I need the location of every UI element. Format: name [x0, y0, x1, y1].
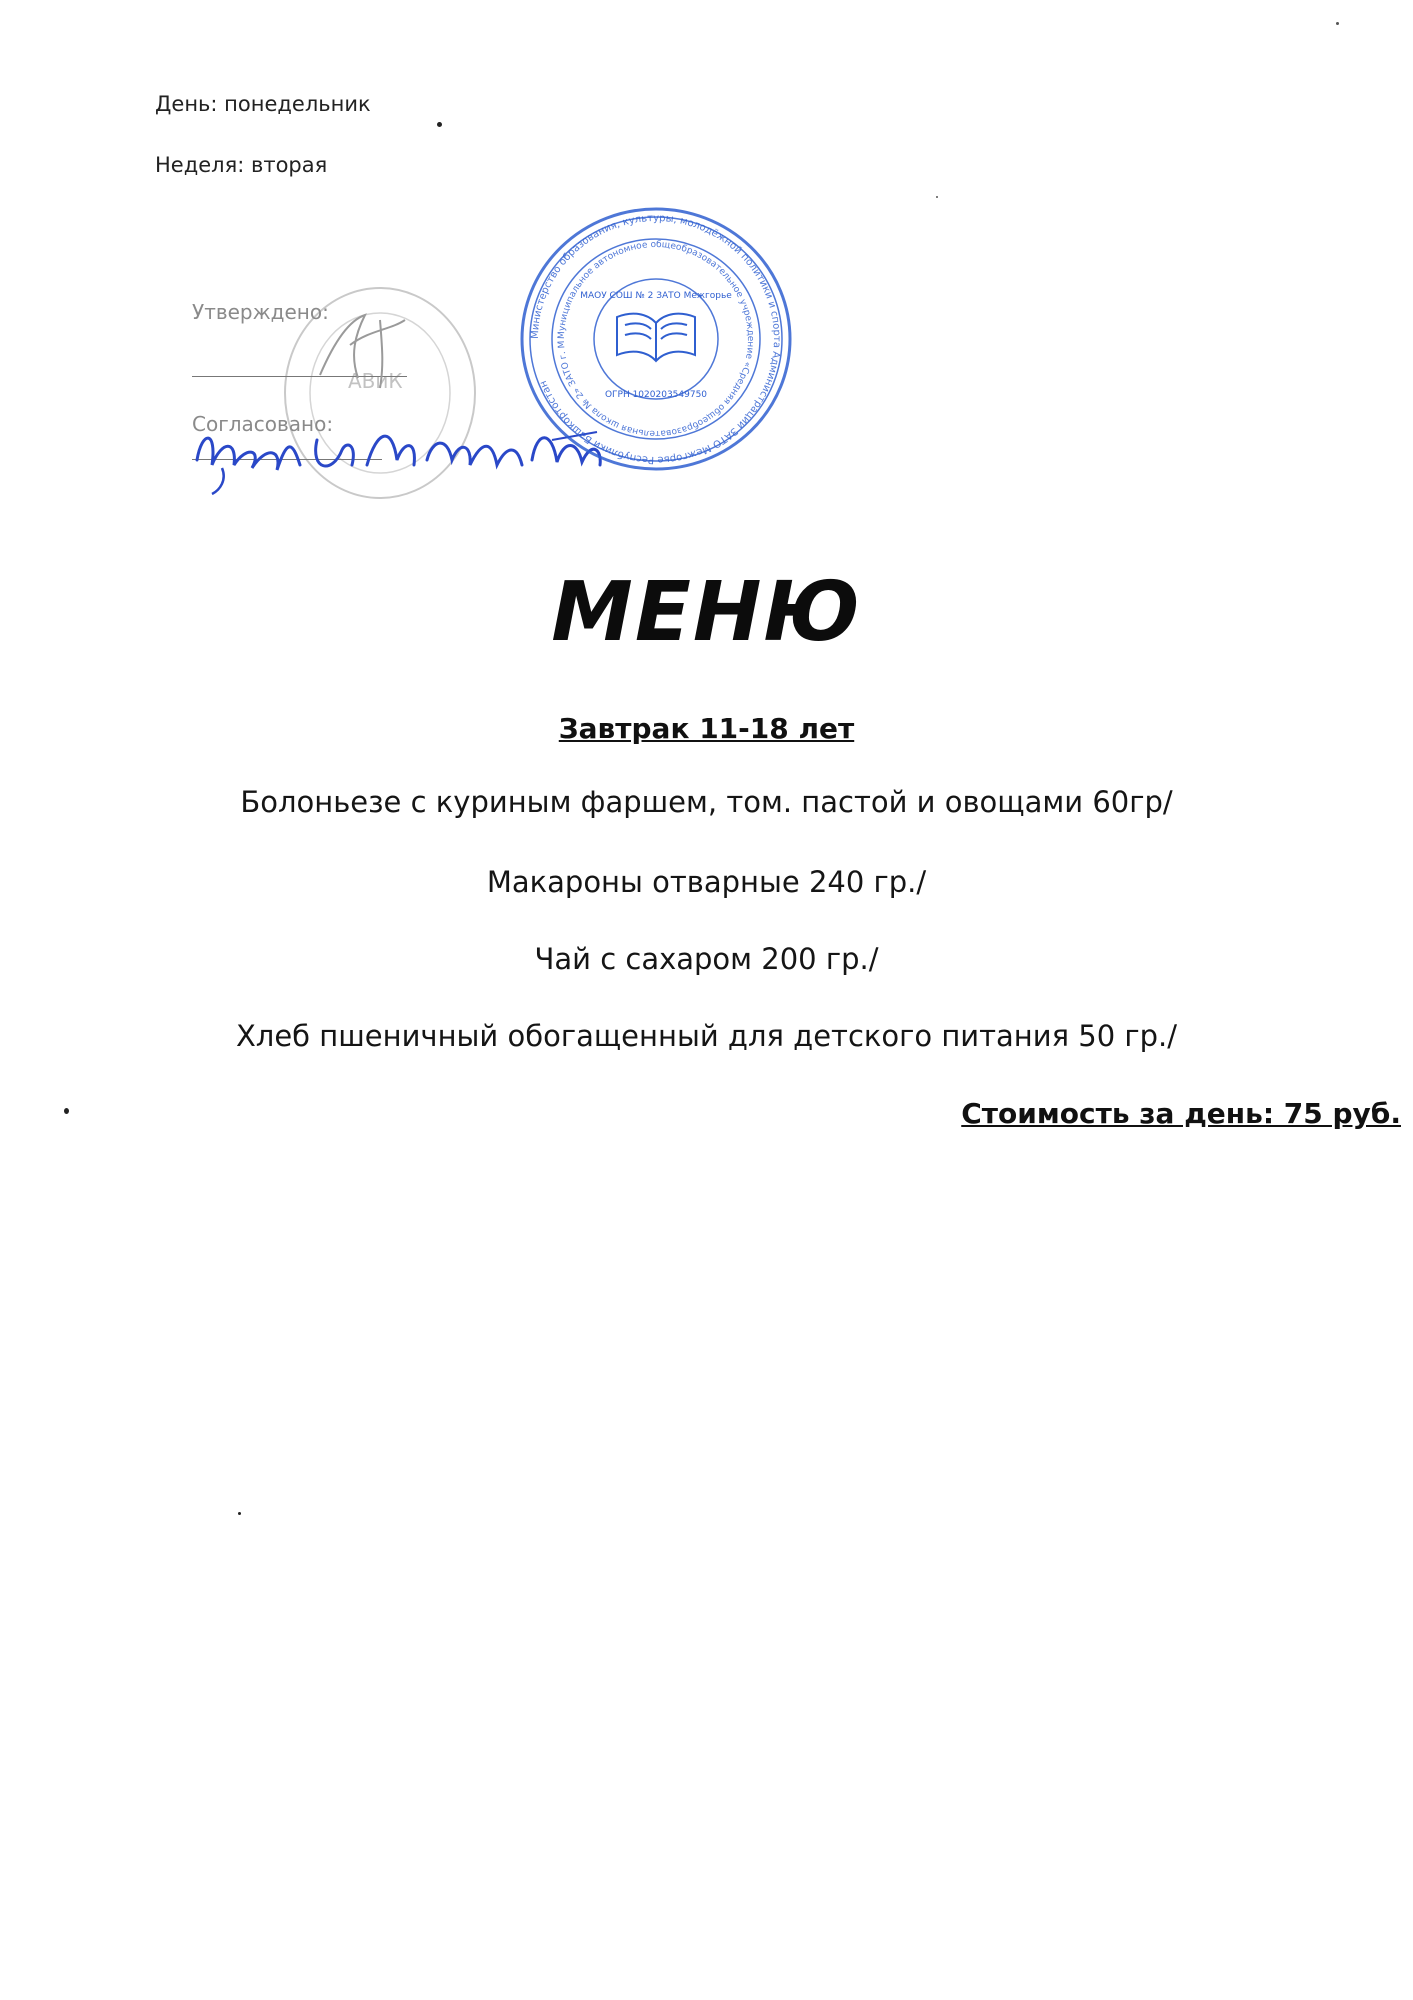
svg-text:АВиК: АВиК [348, 369, 403, 393]
scan-speck [64, 1108, 69, 1114]
scan-speck [936, 196, 938, 198]
menu-title: МЕНЮ [551, 565, 862, 660]
stamp-inner-text: Муниципальное автономное общеобразовательное учреждение «Средняя общеобразовательная школа № 2» ЗАТО г. М [556, 239, 756, 439]
day-line: День: понедельник [155, 92, 371, 116]
stamp-ogrn-text: ОГРН 1020203549750 [604, 390, 708, 400]
menu-item: Хлеб пшеничный обогащенный для детского питания 50 гр./ [235, 1019, 1178, 1053]
menu-item: Болоньезе с куриным фаршем, том. пастой и овощами 60гр/ [240, 785, 1173, 819]
daily-cost: Стоимость за день: 75 руб. [961, 1097, 1401, 1130]
approval-signature-icon [310, 300, 420, 395]
menu-item: Чай с сахаром 200 гр./ [534, 942, 879, 976]
scan-speck [1336, 22, 1339, 25]
scan-speck [437, 122, 442, 127]
approved-label: Утверждено: [192, 300, 329, 324]
menu-item: Макароны отварные 240 гр./ [486, 865, 927, 899]
stamp-school-text: МАОУ СОШ № 2 ЗАТО Межгорье [580, 291, 732, 301]
scan-speck [238, 1512, 241, 1515]
book-icon [617, 314, 695, 361]
week-line: Неделя: вторая [155, 153, 328, 177]
meal-heading: Завтрак 11-18 лет [558, 712, 855, 745]
school-stamp-icon [517, 205, 795, 473]
stamp-outer-text: Министерство образования, культуры, молодёжной политики и спорта Администрации ЗАТО Межгорье Республики Башкортостан [529, 212, 783, 466]
agreed-label: Согласовано: [192, 412, 334, 436]
